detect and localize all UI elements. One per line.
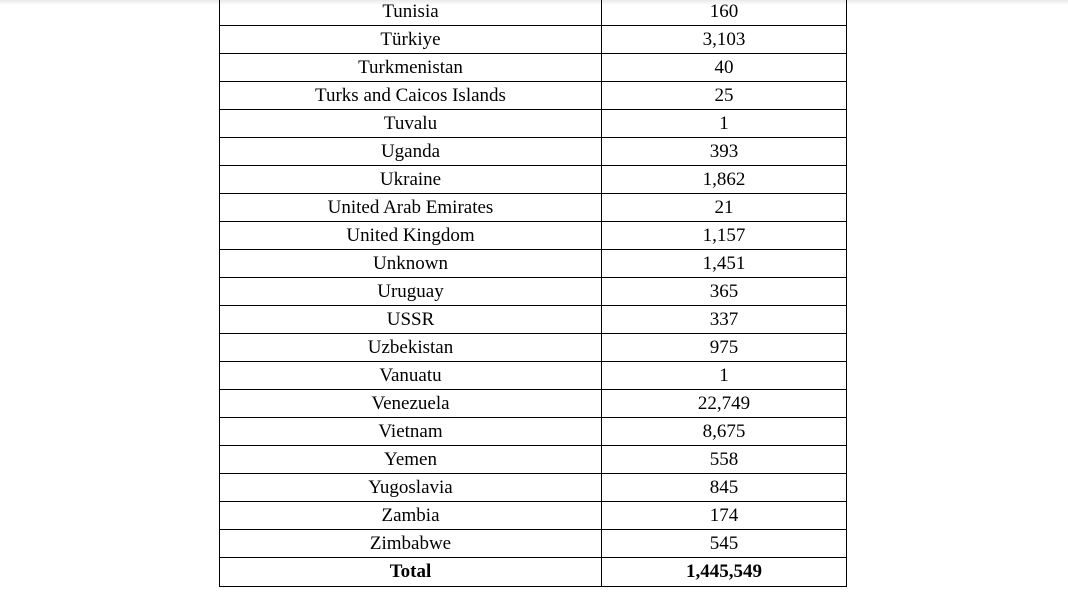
value-cell: 160 <box>602 0 847 26</box>
country-cell: Uganda <box>220 138 602 166</box>
total-row <box>220 558 847 587</box>
country-cell: United Kingdom <box>220 222 602 250</box>
table-row <box>220 138 847 166</box>
table-row <box>220 446 847 474</box>
value-cell: 975 <box>602 334 847 362</box>
value-cell: 40 <box>602 54 847 82</box>
table-row <box>220 418 847 446</box>
value-cell: 1,157 <box>602 222 847 250</box>
table-row <box>220 0 847 26</box>
table-row <box>220 54 847 82</box>
table-row <box>220 194 847 222</box>
country-cell: Türkiye <box>220 26 602 54</box>
table-row <box>220 334 847 362</box>
table-row <box>220 110 847 138</box>
value-cell: 845 <box>602 474 847 502</box>
value-cell: 8,675 <box>602 418 847 446</box>
table-row <box>220 166 847 194</box>
table-row <box>220 306 847 334</box>
country-cell: USSR <box>220 306 602 334</box>
table-row <box>220 222 847 250</box>
table-row <box>220 390 847 418</box>
value-cell: 337 <box>602 306 847 334</box>
table-row <box>220 530 847 558</box>
table-row <box>220 362 847 390</box>
country-cell: Yugoslavia <box>220 474 602 502</box>
country-cell: Ukraine <box>220 166 602 194</box>
value-cell: 1 <box>602 362 847 390</box>
table-row <box>220 26 847 54</box>
table-body <box>220 0 847 587</box>
country-cell: Uruguay <box>220 278 602 306</box>
value-cell: 545 <box>602 530 847 558</box>
country-count-table <box>219 0 847 587</box>
country-cell: Uzbekistan <box>220 334 602 362</box>
value-cell: 3,103 <box>602 26 847 54</box>
value-cell: 25 <box>602 82 847 110</box>
country-cell: Turkmenistan <box>220 54 602 82</box>
total-value: 1,445,549 <box>602 558 847 587</box>
country-cell: Tunisia <box>220 0 602 26</box>
country-cell: Zambia <box>220 502 602 530</box>
country-cell: Yemen <box>220 446 602 474</box>
table-row <box>220 250 847 278</box>
country-cell: Turks and Caicos Islands <box>220 82 602 110</box>
country-cell: Unknown <box>220 250 602 278</box>
value-cell: 1,862 <box>602 166 847 194</box>
country-cell: Tuvalu <box>220 110 602 138</box>
value-cell: 1 <box>602 110 847 138</box>
value-cell: 174 <box>602 502 847 530</box>
table-row <box>220 278 847 306</box>
value-cell: 22,749 <box>602 390 847 418</box>
country-cell: Venezuela <box>220 390 602 418</box>
country-cell: United Arab Emirates <box>220 194 602 222</box>
country-cell: Zimbabwe <box>220 530 602 558</box>
country-cell: Vietnam <box>220 418 602 446</box>
value-cell: 21 <box>602 194 847 222</box>
table-row <box>220 502 847 530</box>
value-cell: 1,451 <box>602 250 847 278</box>
value-cell: 558 <box>602 446 847 474</box>
value-cell: 393 <box>602 138 847 166</box>
table-row <box>220 82 847 110</box>
total-label: Total <box>220 558 602 587</box>
table-row <box>220 474 847 502</box>
value-cell: 365 <box>602 278 847 306</box>
country-cell: Vanuatu <box>220 362 602 390</box>
